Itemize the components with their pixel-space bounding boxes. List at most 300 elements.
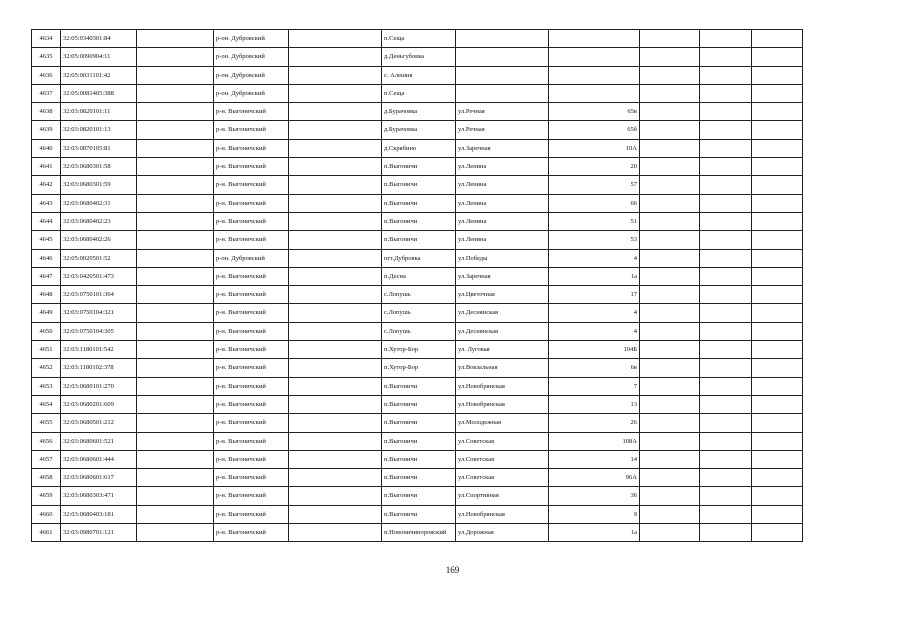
cadastral-number-cell: 32:03:0980701:121 (61, 524, 137, 542)
empty-cell (289, 322, 382, 340)
empty-cell (640, 341, 700, 359)
empty-cell (640, 139, 700, 157)
cadastral-number-cell: 32:03:0750101:364 (61, 286, 137, 304)
house-number-cell: 4 (549, 304, 640, 322)
district-cell: р-н. Выгоничский (214, 103, 289, 121)
district-cell: р-н. Выгоничский (214, 432, 289, 450)
street-cell (456, 48, 549, 66)
empty-cell (289, 341, 382, 359)
empty-cell (752, 66, 803, 84)
street-cell (456, 66, 549, 84)
empty-cell (640, 103, 700, 121)
empty-cell (137, 84, 214, 102)
empty-cell (700, 30, 752, 48)
empty-cell (640, 267, 700, 285)
settlement-cell: п.Хутор-Бор (382, 341, 456, 359)
settlement-cell: п.Выгоничи (382, 377, 456, 395)
empty-cell (700, 377, 752, 395)
street-cell: ул.Речная (456, 121, 549, 139)
cadastral-number-cell: 32:03:0680402:26 (61, 231, 137, 249)
cadastral-number-cell: 32:03:0680501:212 (61, 414, 137, 432)
table-row (32, 194, 803, 212)
empty-cell (137, 487, 214, 505)
street-cell: ул.Победы (456, 249, 549, 267)
empty-cell (289, 304, 382, 322)
cadastral-number-cell: 32:05:0081405:388 (61, 84, 137, 102)
table-row (32, 231, 803, 249)
cadastral-number-cell: 32:05:0340301:84 (61, 30, 137, 48)
empty-cell (700, 524, 752, 542)
empty-cell (752, 469, 803, 487)
empty-cell (640, 524, 700, 542)
empty-cell (640, 432, 700, 450)
table-row (32, 524, 803, 542)
empty-cell (289, 158, 382, 176)
table-row (32, 505, 803, 523)
district-cell: р-н. Выгоничский (214, 267, 289, 285)
house-number-cell: 10А (549, 139, 640, 157)
cadastral-number-cell: 32:05:0090904:11 (61, 48, 137, 66)
empty-cell (640, 30, 700, 48)
street-cell: ул.Цветочная (456, 286, 549, 304)
cadastral-number-cell: 32:03:0680301:59 (61, 176, 137, 194)
empty-cell (289, 432, 382, 450)
empty-cell (700, 194, 752, 212)
empty-cell (700, 450, 752, 468)
row-number-cell: 4658 (32, 469, 61, 487)
cadastral-number-cell: 32:03:0680601:444 (61, 450, 137, 468)
row-number-cell: 4661 (32, 524, 61, 542)
table-row (32, 176, 803, 194)
empty-cell (137, 432, 214, 450)
cadastral-number-cell: 32:03:0680201:609 (61, 395, 137, 413)
street-cell: ул.Ленина (456, 194, 549, 212)
district-cell: р-н. Выгоничский (214, 395, 289, 413)
street-cell (456, 30, 549, 48)
settlement-cell: д.Скрябино (382, 139, 456, 157)
street-cell: ул.Ленина (456, 176, 549, 194)
table-row (32, 450, 803, 468)
empty-cell (752, 322, 803, 340)
house-number-cell: 108А (549, 432, 640, 450)
district-cell: р-он. Дубровский (214, 84, 289, 102)
empty-cell (137, 469, 214, 487)
empty-cell (137, 322, 214, 340)
settlement-cell: п.Новоничипоровский (382, 524, 456, 542)
empty-cell (289, 487, 382, 505)
house-number-cell: 51 (549, 212, 640, 230)
street-cell: ул.Вокзальная (456, 359, 549, 377)
empty-cell (640, 121, 700, 139)
row-number-cell: 4660 (32, 505, 61, 523)
settlement-cell: с. Алешня (382, 66, 456, 84)
street-cell: ул.Заречная (456, 267, 549, 285)
empty-cell (640, 66, 700, 84)
empty-cell (752, 414, 803, 432)
empty-cell (752, 158, 803, 176)
district-cell: р-н. Выгоничский (214, 212, 289, 230)
empty-cell (137, 505, 214, 523)
house-number-cell: 14 (549, 450, 640, 468)
house-number-cell: 65в (549, 103, 640, 121)
house-number-cell: 26 (549, 414, 640, 432)
empty-cell (137, 286, 214, 304)
cadastral-number-cell: 32:03:0680301:58 (61, 158, 137, 176)
empty-cell (640, 212, 700, 230)
house-number-cell: 104Б (549, 341, 640, 359)
table-row (32, 249, 803, 267)
empty-cell (289, 48, 382, 66)
empty-cell (289, 194, 382, 212)
settlement-cell: с.Лопушь (382, 322, 456, 340)
table-row (32, 322, 803, 340)
row-number-cell: 4659 (32, 487, 61, 505)
row-number-cell: 4641 (32, 158, 61, 176)
empty-cell (700, 249, 752, 267)
table-row (32, 84, 803, 102)
street-cell: ул.Новобрянская (456, 377, 549, 395)
settlement-cell: пгт.Дубровка (382, 249, 456, 267)
street-cell: ул.Деснянская (456, 322, 549, 340)
settlement-cell: п.Сеща (382, 84, 456, 102)
empty-cell (700, 158, 752, 176)
empty-cell (137, 414, 214, 432)
house-number-cell: 66 (549, 194, 640, 212)
table-row (32, 359, 803, 377)
table-row (32, 395, 803, 413)
empty-cell (137, 176, 214, 194)
table-row (32, 286, 803, 304)
cadastral-number-cell: 32:03:1180101:542 (61, 341, 137, 359)
empty-cell (752, 359, 803, 377)
empty-cell (700, 176, 752, 194)
empty-cell (700, 322, 752, 340)
row-number-cell: 4638 (32, 103, 61, 121)
table-body (32, 30, 803, 542)
row-number-cell: 4637 (32, 84, 61, 102)
empty-cell (700, 304, 752, 322)
street-cell: ул.Советская (456, 450, 549, 468)
house-number-cell: 4 (549, 322, 640, 340)
house-number-cell: 36 (549, 487, 640, 505)
street-cell: ул.Советская (456, 469, 549, 487)
district-cell: р-он. Дубровский (214, 30, 289, 48)
empty-cell (700, 505, 752, 523)
empty-cell (289, 121, 382, 139)
cadastral-number-cell: 32:05:0020501:52 (61, 249, 137, 267)
empty-cell (640, 231, 700, 249)
empty-cell (289, 231, 382, 249)
street-cell: ул.Речная (456, 103, 549, 121)
cadastral-number-cell: 32:03:0680402:23 (61, 212, 137, 230)
house-number-cell: 7 (549, 377, 640, 395)
empty-cell (752, 505, 803, 523)
empty-cell (700, 286, 752, 304)
house-number-cell: 17 (549, 286, 640, 304)
row-number-cell: 4652 (32, 359, 61, 377)
table-row (32, 139, 803, 157)
empty-cell (752, 450, 803, 468)
settlement-cell: п.Хутор-Бор (382, 359, 456, 377)
row-number-cell: 4634 (32, 30, 61, 48)
settlement-cell: п.Десна (382, 267, 456, 285)
cadastral-number-cell: 32:03:0750104:321 (61, 304, 137, 322)
cadastral-number-cell: 32:03:0820101:13 (61, 121, 137, 139)
empty-cell (752, 524, 803, 542)
empty-cell (700, 139, 752, 157)
empty-cell (700, 487, 752, 505)
settlement-cell: с.Лопушь (382, 304, 456, 322)
table-row (32, 30, 803, 48)
empty-cell (640, 322, 700, 340)
street-cell: ул. Луговая (456, 341, 549, 359)
empty-cell (752, 395, 803, 413)
empty-cell (137, 212, 214, 230)
empty-cell (700, 469, 752, 487)
cadastral-number-cell: 32:05:0031101:42 (61, 66, 137, 84)
row-number-cell: 4654 (32, 395, 61, 413)
empty-cell (289, 377, 382, 395)
empty-cell (700, 121, 752, 139)
house-number-cell: 96А (549, 469, 640, 487)
empty-cell (289, 524, 382, 542)
settlement-cell: д.Бурачовка (382, 103, 456, 121)
district-cell: р-н. Выгоничский (214, 487, 289, 505)
settlement-cell: п.Выгоничи (382, 231, 456, 249)
house-number-cell: 1а (549, 267, 640, 285)
cadastral-table (31, 29, 803, 542)
table-row (32, 341, 803, 359)
street-cell: ул.Спортивная (456, 487, 549, 505)
district-cell: р-н. Выгоничский (214, 158, 289, 176)
row-number-cell: 4657 (32, 450, 61, 468)
settlement-cell: п.Выгоничи (382, 212, 456, 230)
empty-cell (289, 359, 382, 377)
empty-cell (137, 377, 214, 395)
settlement-cell: п.Выгоничи (382, 450, 456, 468)
settlement-cell: п.Сеща (382, 30, 456, 48)
empty-cell (752, 377, 803, 395)
table-row (32, 487, 803, 505)
row-number-cell: 4644 (32, 212, 61, 230)
district-cell: р-он. Дубровский (214, 48, 289, 66)
district-cell: р-н. Выгоничский (214, 322, 289, 340)
house-number-cell: 57 (549, 176, 640, 194)
empty-cell (640, 286, 700, 304)
row-number-cell: 4650 (32, 322, 61, 340)
district-cell: р-н. Выгоничский (214, 231, 289, 249)
district-cell: р-н. Выгоничский (214, 469, 289, 487)
empty-cell (289, 139, 382, 157)
district-cell: р-н. Выгоничский (214, 121, 289, 139)
empty-cell (752, 249, 803, 267)
table-row (32, 377, 803, 395)
row-number-cell: 4646 (32, 249, 61, 267)
empty-cell (289, 249, 382, 267)
house-number-cell: 13 (549, 395, 640, 413)
empty-cell (640, 194, 700, 212)
empty-cell (640, 450, 700, 468)
settlement-cell: с.Лопушь (382, 286, 456, 304)
empty-cell (289, 267, 382, 285)
house-number-cell: 53 (549, 231, 640, 249)
empty-cell (700, 267, 752, 285)
empty-cell (752, 48, 803, 66)
district-cell: р-н. Выгоничский (214, 304, 289, 322)
district-cell: р-н. Выгоничский (214, 341, 289, 359)
settlement-cell: п.Выгоничи (382, 469, 456, 487)
empty-cell (289, 176, 382, 194)
street-cell (456, 84, 549, 102)
house-number-cell (549, 48, 640, 66)
empty-cell (752, 194, 803, 212)
empty-cell (752, 231, 803, 249)
page-number: 169 (445, 565, 460, 575)
row-number-cell: 4640 (32, 139, 61, 157)
empty-cell (700, 212, 752, 230)
row-number-cell: 4649 (32, 304, 61, 322)
empty-cell (289, 469, 382, 487)
empty-cell (137, 450, 214, 468)
table-row (32, 469, 803, 487)
street-cell: ул.Ленина (456, 158, 549, 176)
empty-cell (289, 30, 382, 48)
district-cell: р-н. Выгоничский (214, 359, 289, 377)
empty-cell (752, 84, 803, 102)
settlement-cell: п.Выгоничи (382, 395, 456, 413)
empty-cell (752, 304, 803, 322)
empty-cell (640, 84, 700, 102)
empty-cell (700, 359, 752, 377)
settlement-cell: п.Выгоничи (382, 505, 456, 523)
house-number-cell (549, 84, 640, 102)
empty-cell (137, 231, 214, 249)
cadastral-number-cell: 32:03:0680303:471 (61, 487, 137, 505)
table-row (32, 414, 803, 432)
empty-cell (289, 414, 382, 432)
empty-cell (289, 286, 382, 304)
empty-cell (700, 48, 752, 66)
row-number-cell: 4643 (32, 194, 61, 212)
empty-cell (289, 450, 382, 468)
table-row (32, 121, 803, 139)
table-row (32, 66, 803, 84)
cadastral-number-cell: 32:03:0820101:11 (61, 103, 137, 121)
empty-cell (137, 524, 214, 542)
row-number-cell: 4639 (32, 121, 61, 139)
district-cell: р-н. Выгоничский (214, 505, 289, 523)
cadastral-number-cell: 32:03:0680403:181 (61, 505, 137, 523)
row-number-cell: 4645 (32, 231, 61, 249)
house-number-cell (549, 66, 640, 84)
empty-cell (640, 487, 700, 505)
empty-cell (137, 121, 214, 139)
empty-cell (752, 286, 803, 304)
house-number-cell (549, 30, 640, 48)
house-number-cell: 65б (549, 121, 640, 139)
district-cell: р-н. Выгоничский (214, 176, 289, 194)
empty-cell (289, 103, 382, 121)
empty-cell (752, 176, 803, 194)
district-cell: р-н. Выгоничский (214, 450, 289, 468)
empty-cell (137, 30, 214, 48)
empty-cell (700, 432, 752, 450)
empty-cell (640, 249, 700, 267)
table-row (32, 304, 803, 322)
cadastral-number-cell: 32:03:0680601:617 (61, 469, 137, 487)
house-number-cell: 6в (549, 359, 640, 377)
street-cell: ул.Ленина (456, 231, 549, 249)
cadastral-number-cell: 32:03:0420501:473 (61, 267, 137, 285)
cadastral-number-cell: 32:03:0680402:31 (61, 194, 137, 212)
row-number-cell: 4635 (32, 48, 61, 66)
empty-cell (137, 66, 214, 84)
table-row (32, 103, 803, 121)
registry-sheet (31, 29, 803, 542)
empty-cell (700, 341, 752, 359)
empty-cell (137, 304, 214, 322)
district-cell: р-он. Дубровский (214, 66, 289, 84)
district-cell: р-н. Выгоничский (214, 139, 289, 157)
cadastral-number-cell: 32:03:0680101:270 (61, 377, 137, 395)
street-cell: ул.Ленина (456, 212, 549, 230)
empty-cell (640, 469, 700, 487)
settlement-cell: п.Выгоничи (382, 176, 456, 194)
street-cell: ул.Советская (456, 432, 549, 450)
empty-cell (640, 304, 700, 322)
street-cell: ул.Новобрянская (456, 505, 549, 523)
empty-cell (700, 395, 752, 413)
empty-cell (752, 432, 803, 450)
table-row (32, 267, 803, 285)
house-number-cell: 4 (549, 249, 640, 267)
district-cell: р-н. Выгоничский (214, 194, 289, 212)
empty-cell (289, 66, 382, 84)
empty-cell (752, 267, 803, 285)
table-row (32, 432, 803, 450)
empty-cell (640, 395, 700, 413)
empty-cell (700, 414, 752, 432)
row-number-cell: 4656 (32, 432, 61, 450)
street-cell: ул.Новобрянская (456, 395, 549, 413)
settlement-cell: п.Выгоничи (382, 158, 456, 176)
street-cell: ул.Деснянская (456, 304, 549, 322)
cadastral-number-cell: 32:03:0870105:81 (61, 139, 137, 157)
empty-cell (640, 176, 700, 194)
row-number-cell: 4655 (32, 414, 61, 432)
row-number-cell: 4648 (32, 286, 61, 304)
empty-cell (752, 121, 803, 139)
settlement-cell: д.Бурачовка (382, 121, 456, 139)
row-number-cell: 4636 (32, 66, 61, 84)
table-row (32, 212, 803, 230)
empty-cell (752, 30, 803, 48)
empty-cell (640, 48, 700, 66)
empty-cell (700, 66, 752, 84)
district-cell: р-н. Выгоничский (214, 286, 289, 304)
empty-cell (700, 84, 752, 102)
settlement-cell: п.Выгоничи (382, 194, 456, 212)
empty-cell (700, 103, 752, 121)
street-cell: ул.Заречная (456, 139, 549, 157)
empty-cell (700, 231, 752, 249)
empty-cell (137, 395, 214, 413)
empty-cell (752, 103, 803, 121)
empty-cell (137, 139, 214, 157)
empty-cell (137, 158, 214, 176)
row-number-cell: 4647 (32, 267, 61, 285)
cadastral-number-cell: 32:03:1180102:378 (61, 359, 137, 377)
